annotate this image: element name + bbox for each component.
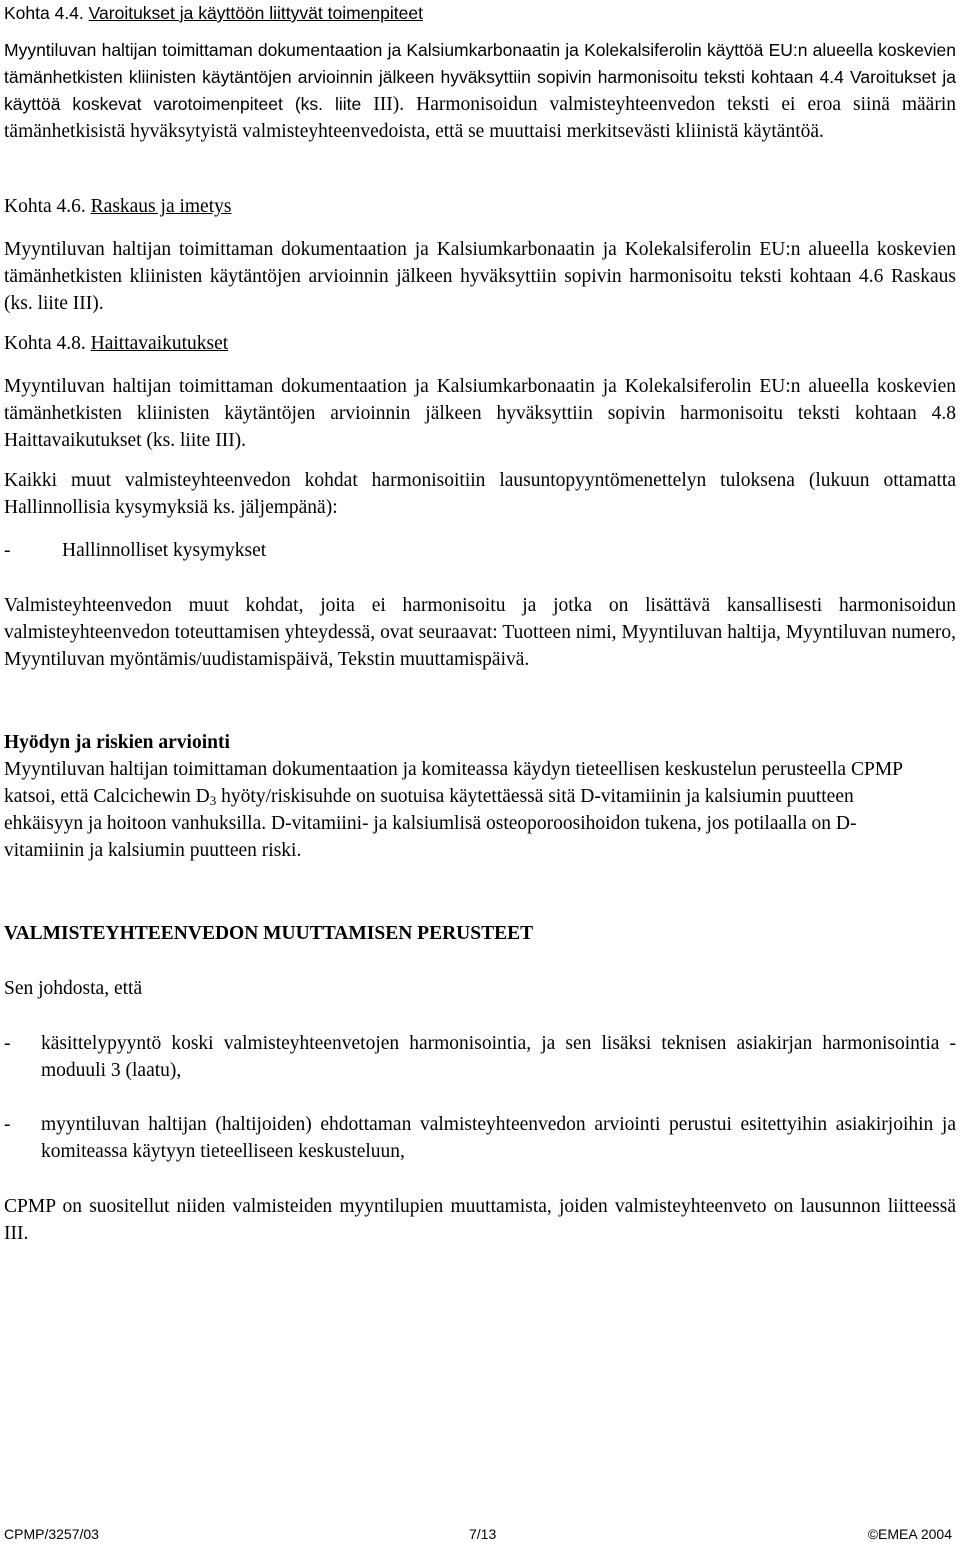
benefit-risk-text-before: Myyntiluvan haltijan toimittaman dokumentaation ja komiteassa käydyn tieteellisen keskustelun perusteella CPMP katsoi, että Calcichewin D (4, 759, 903, 807)
grounds-item-1 (4, 1030, 956, 1084)
section-4-8-number: Kohta 4.8. (4, 333, 91, 354)
admin-questions-item (4, 537, 956, 564)
grounds-intro: Sen johdosta, että (4, 978, 143, 999)
section-4-6-number: Kohta 4.6. (4, 196, 91, 217)
grounds-item-2-dash: - (4, 1114, 11, 1135)
benefit-risk-subscript: 3 (209, 793, 217, 808)
page-footer (4, 1524, 956, 1544)
benefit-risk-paragraph (4, 756, 904, 864)
section-4-4-text-serif: III). Harmonisoidun valmisteyhteenvedon teksti ei eroa siinä määrin tämänhetkisistä hyväksytyistä valmisteyhteenvedoista, että se muuttaisi merkitsevästi kliinistä käytäntöä. (4, 94, 957, 142)
admin-questions-label: Hallinnolliset kysymykset (62, 540, 267, 561)
grounds-item-2 (4, 1111, 956, 1165)
other-sections-paragraph: Kaikki muut valmisteyhteenvedon kohdat harmonisoitiin lausuntopyyntömenettelyn tuloksena (lukuun ottamatta Hallinnollisia kysymyksiä ks. jäljempänä): (4, 470, 956, 518)
section-4-4-paragraph (4, 37, 956, 145)
section-4-4-text-sans: Myyntiluvan haltijan toimittaman dokumentaation ja Kalsiumkarbonaatin ja Kolekalsiferolin käyttöä EU:n alueella koskevien tämänhetkisten kliinisten käytäntöjen arvioinnin jälkeen hyväksyttiin sopivin harmonisoitu teksti kohtaan 4.4 Varoitukset ja käyttöä koskevat varotoimenpiteet (ks. liite (4, 40, 956, 114)
footer-copyright: ©EMEA 2004 (867, 1526, 952, 1542)
section-4-6-heading (4, 193, 231, 220)
section-4-8-heading (4, 330, 228, 357)
footer-page-number: 7/13 (469, 1526, 497, 1542)
section-4-8-title: Haittavaikutukset (90, 333, 229, 354)
grounds-conclusion: CPMP on suositellut niiden valmisteiden myyntilupien muuttamista, joiden valmisteyhteenveto on lausunnon liitteessä III. (4, 1196, 956, 1244)
section-4-6-paragraph: Myyntiluvan haltijan toimittaman dokumentaation ja Kalsiumkarbonaatin ja Kolekalsiferolin EU:n alueella koskevien tämänhetkisten kliinisten käytäntöjen arvioinnin jälkeen hyväksyttiin sopivin harmonisoitu teksti kohtaan 4.6 Raskaus (ks. liite III). (4, 239, 956, 314)
section-4-8-paragraph: Myyntiluvan haltijan toimittaman dokumentaation ja Kalsiumkarbonaatin ja Kolekalsiferolin EU:n alueella koskevien tämänhetkisten kliinisten käytäntöjen arvioinnin jälkeen hyväksyttiin sopivin harmonisoitu teksti kohtaan 4.8 Haittavaikutukset (ks. liite III). (4, 376, 956, 451)
grounds-item-1-dash: - (4, 1033, 11, 1054)
section-4-4-title: Varoitukset ja käyttöön liittyvät toimenpiteet (88, 3, 423, 23)
grounds-item-1-text: käsittelypyyntö koski valmisteyhteenvetojen harmonisointia, ja sen lisäksi teknisen asiakirjan harmonisointia - moduuli 3 (laatu), (41, 1033, 956, 1081)
section-4-4-heading (4, 0, 423, 27)
section-4-6-title: Raskaus ja imetys (90, 196, 232, 217)
admin-dash: - (4, 540, 11, 561)
grounds-heading: VALMISTEYHTEENVEDON MUUTTAMISEN PERUSTEET (4, 923, 534, 944)
footer-document-id: CPMP/3257/03 (4, 1526, 99, 1542)
section-4-4-number: Kohta 4.4. (4, 3, 89, 23)
admin-questions-paragraph: Valmisteyhteenvedon muut kohdat, joita ei harmonisoitu ja jotka on lisättävä kansallisesti harmonisoidun valmisteyhteenvedon toteuttamisen yhteydessä, ovat seuraavat: Tuotteen nimi, Myyntiluvan haltija, Myyntiluvan numero, Myyntiluvan myöntämis/uudistamispäivä, Tekstin muuttamispäivä. (4, 595, 956, 670)
grounds-item-2-text: myyntiluvan haltijan (haltijoiden) ehdottaman valmisteyhteenvedon arviointi perustui esitettyihin asiakirjoihin ja komiteassa käytyyn tieteelliseen keskusteluun, (41, 1114, 956, 1162)
benefit-risk-text-after: hyöty/riskisuhde on suotuisa käytettäessä sitä D-vitamiinin ja kalsiumin puutteen ehkäisyyn ja hoitoon vanhuksilla. D-vitamiini- ja kalsiumlisä osteoporoosihoidon tukena, jos potilaalla on D-vitamiinin ja kalsiumin puutteen riski. (4, 786, 857, 861)
benefit-risk-heading: Hyödyn ja riskien arviointi (4, 732, 230, 753)
